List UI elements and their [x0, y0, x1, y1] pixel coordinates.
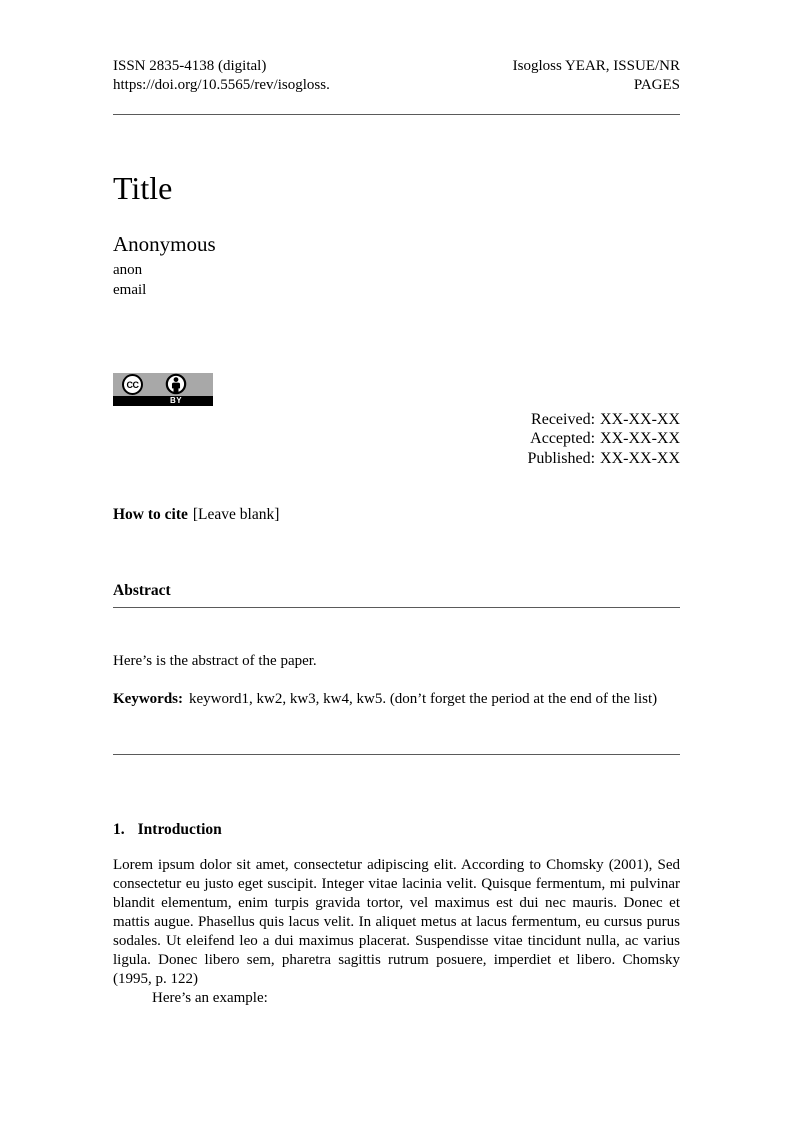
- pages-line: PAGES: [633, 77, 680, 93]
- published-value: XX-XX-XX: [600, 449, 680, 467]
- author-name: Anonymous: [113, 232, 216, 256]
- journal-issue-line: Isogloss YEAR, ISSUE/NR: [512, 58, 680, 74]
- keywords-block: [113, 690, 680, 709]
- cc-icon: CC: [122, 374, 143, 395]
- doi-link[interactable]: https://doi.org/10.5565/rev/isogloss.: [113, 77, 330, 93]
- section-number: 1.: [113, 821, 125, 838]
- header-divider: [113, 114, 680, 115]
- keywords-text: keyword1, kw2, kw3, kw4, kw5. (don’t forget the period at the end of the list): [189, 691, 658, 707]
- received-value: XX-XX-XX: [600, 411, 680, 428]
- by-label: BY: [169, 396, 183, 405]
- received-label: Received:: [531, 411, 596, 428]
- keywords-divider: [113, 754, 680, 755]
- section-body: [113, 856, 680, 1008]
- published-date: [527, 449, 680, 468]
- how-to-cite: [113, 506, 279, 524]
- accepted-value: XX-XX-XX: [600, 430, 680, 448]
- abstract-text: Here’s is the abstract of the paper.: [113, 653, 317, 669]
- header-right: [513, 57, 680, 95]
- received-date: [527, 410, 680, 429]
- dates-block: [527, 410, 680, 468]
- badge-black-bar: [113, 396, 213, 406]
- author-affiliation: anon: [113, 262, 143, 278]
- accepted-date: [527, 429, 680, 448]
- author-email: email: [113, 282, 147, 298]
- keywords-label: Keywords:: [113, 691, 183, 707]
- how-to-cite-label: How to cite: [113, 506, 188, 523]
- accepted-label: Accepted:: [530, 430, 596, 448]
- published-label: Published:: [527, 449, 596, 467]
- example-intro: Here’s an example:: [152, 990, 268, 1006]
- paper-title: Title: [113, 170, 173, 206]
- abstract-heading: Abstract: [113, 582, 171, 599]
- by-person-icon: [165, 373, 187, 395]
- section-title: Introduction: [137, 821, 222, 838]
- how-to-cite-value: [Leave blank]: [192, 506, 280, 523]
- abstract-divider: [113, 607, 680, 608]
- cc-by-license-badge: [113, 373, 213, 406]
- issn-line: ISSN 2835-4138 (digital): [113, 58, 267, 74]
- section-heading: [113, 821, 222, 839]
- header-left: [113, 57, 330, 95]
- section-paragraph: Lorem ipsum dolor sit amet, consectetur adipiscing elit. According to Chomsky (2001), Sed consectetur eu justo eget suscipit. Integer vitae lacinia velit. Quisque fermentum, mi pulvinar blandit elementum, enim turpis gravida tortor, vel maximus est dui nec mauris. Donec et mattis augue. Phasellus quis lacus velit. In aliquet metus at lacus fermentum, eu cursus purus sodales. Ut eleifend leo a dui maximus placerat. Suspendisse vitae tincidunt nulla, ac varius ligula. Donec libero sem, pharetra sagittis rutrum posuere, imperdiet et libero. Chomsky (1995, p. 122): [113, 857, 680, 987]
